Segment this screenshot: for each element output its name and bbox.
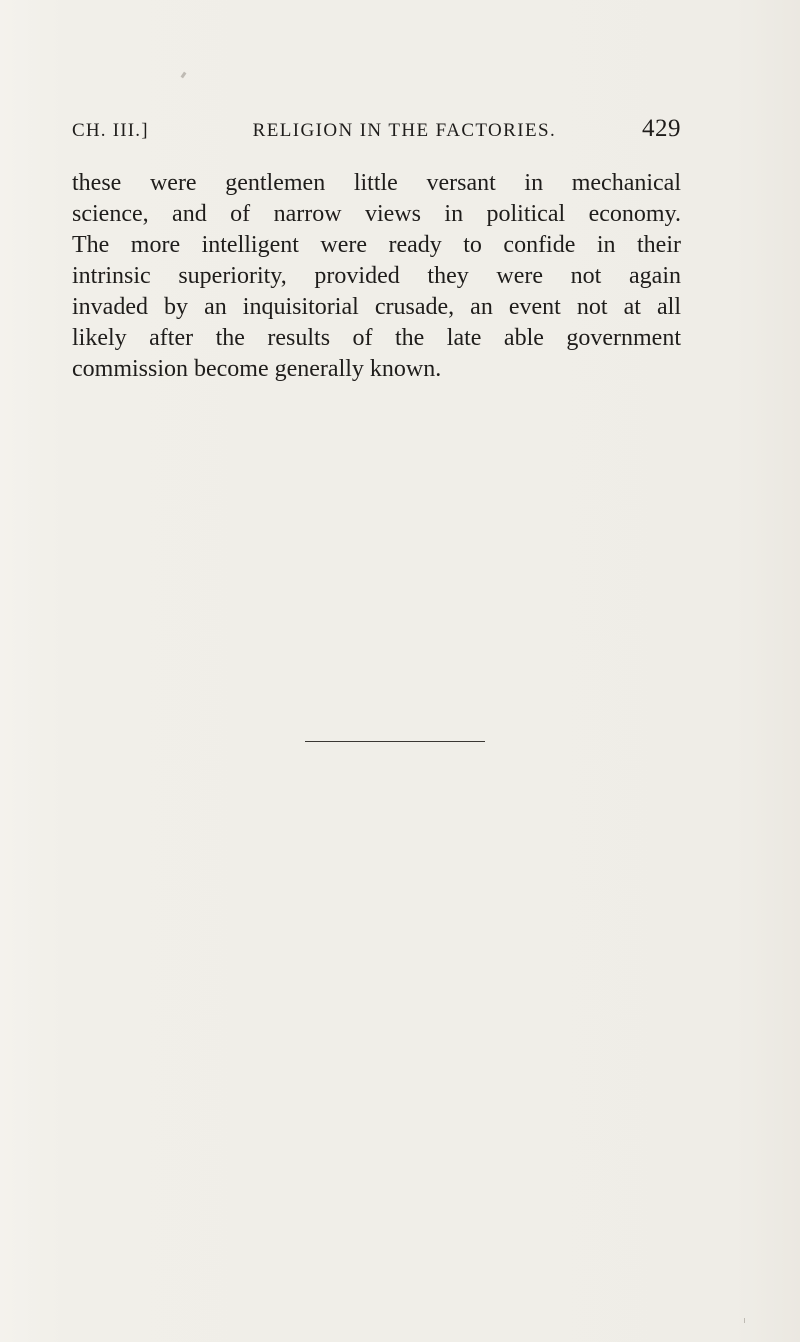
text-line: The more intelligent were ready to confide in their <box>72 232 681 258</box>
text-line: these were gentlemen little versant in mechanical <box>72 170 681 196</box>
running-head <box>72 115 681 151</box>
text-line: invaded by an inquisitorial crusade, an event not at all <box>72 294 681 320</box>
paper-blemish <box>181 72 187 79</box>
paper-blemish <box>744 1318 745 1323</box>
text-line: science, and of narrow views in political economy. <box>72 201 681 227</box>
text-line: likely after the results of the late able government <box>72 325 681 351</box>
chapter-end-rule <box>305 741 485 742</box>
text-line: intrinsic superiority, provided they were not again <box>72 263 681 289</box>
page-number: 429 <box>642 115 681 142</box>
text-line: commission become generally known. <box>72 356 442 382</box>
body-paragraph <box>72 168 681 385</box>
running-title: RELIGION IN THE FACTORIES. <box>252 120 557 141</box>
chapter-reference: CH. III.] <box>72 120 149 141</box>
